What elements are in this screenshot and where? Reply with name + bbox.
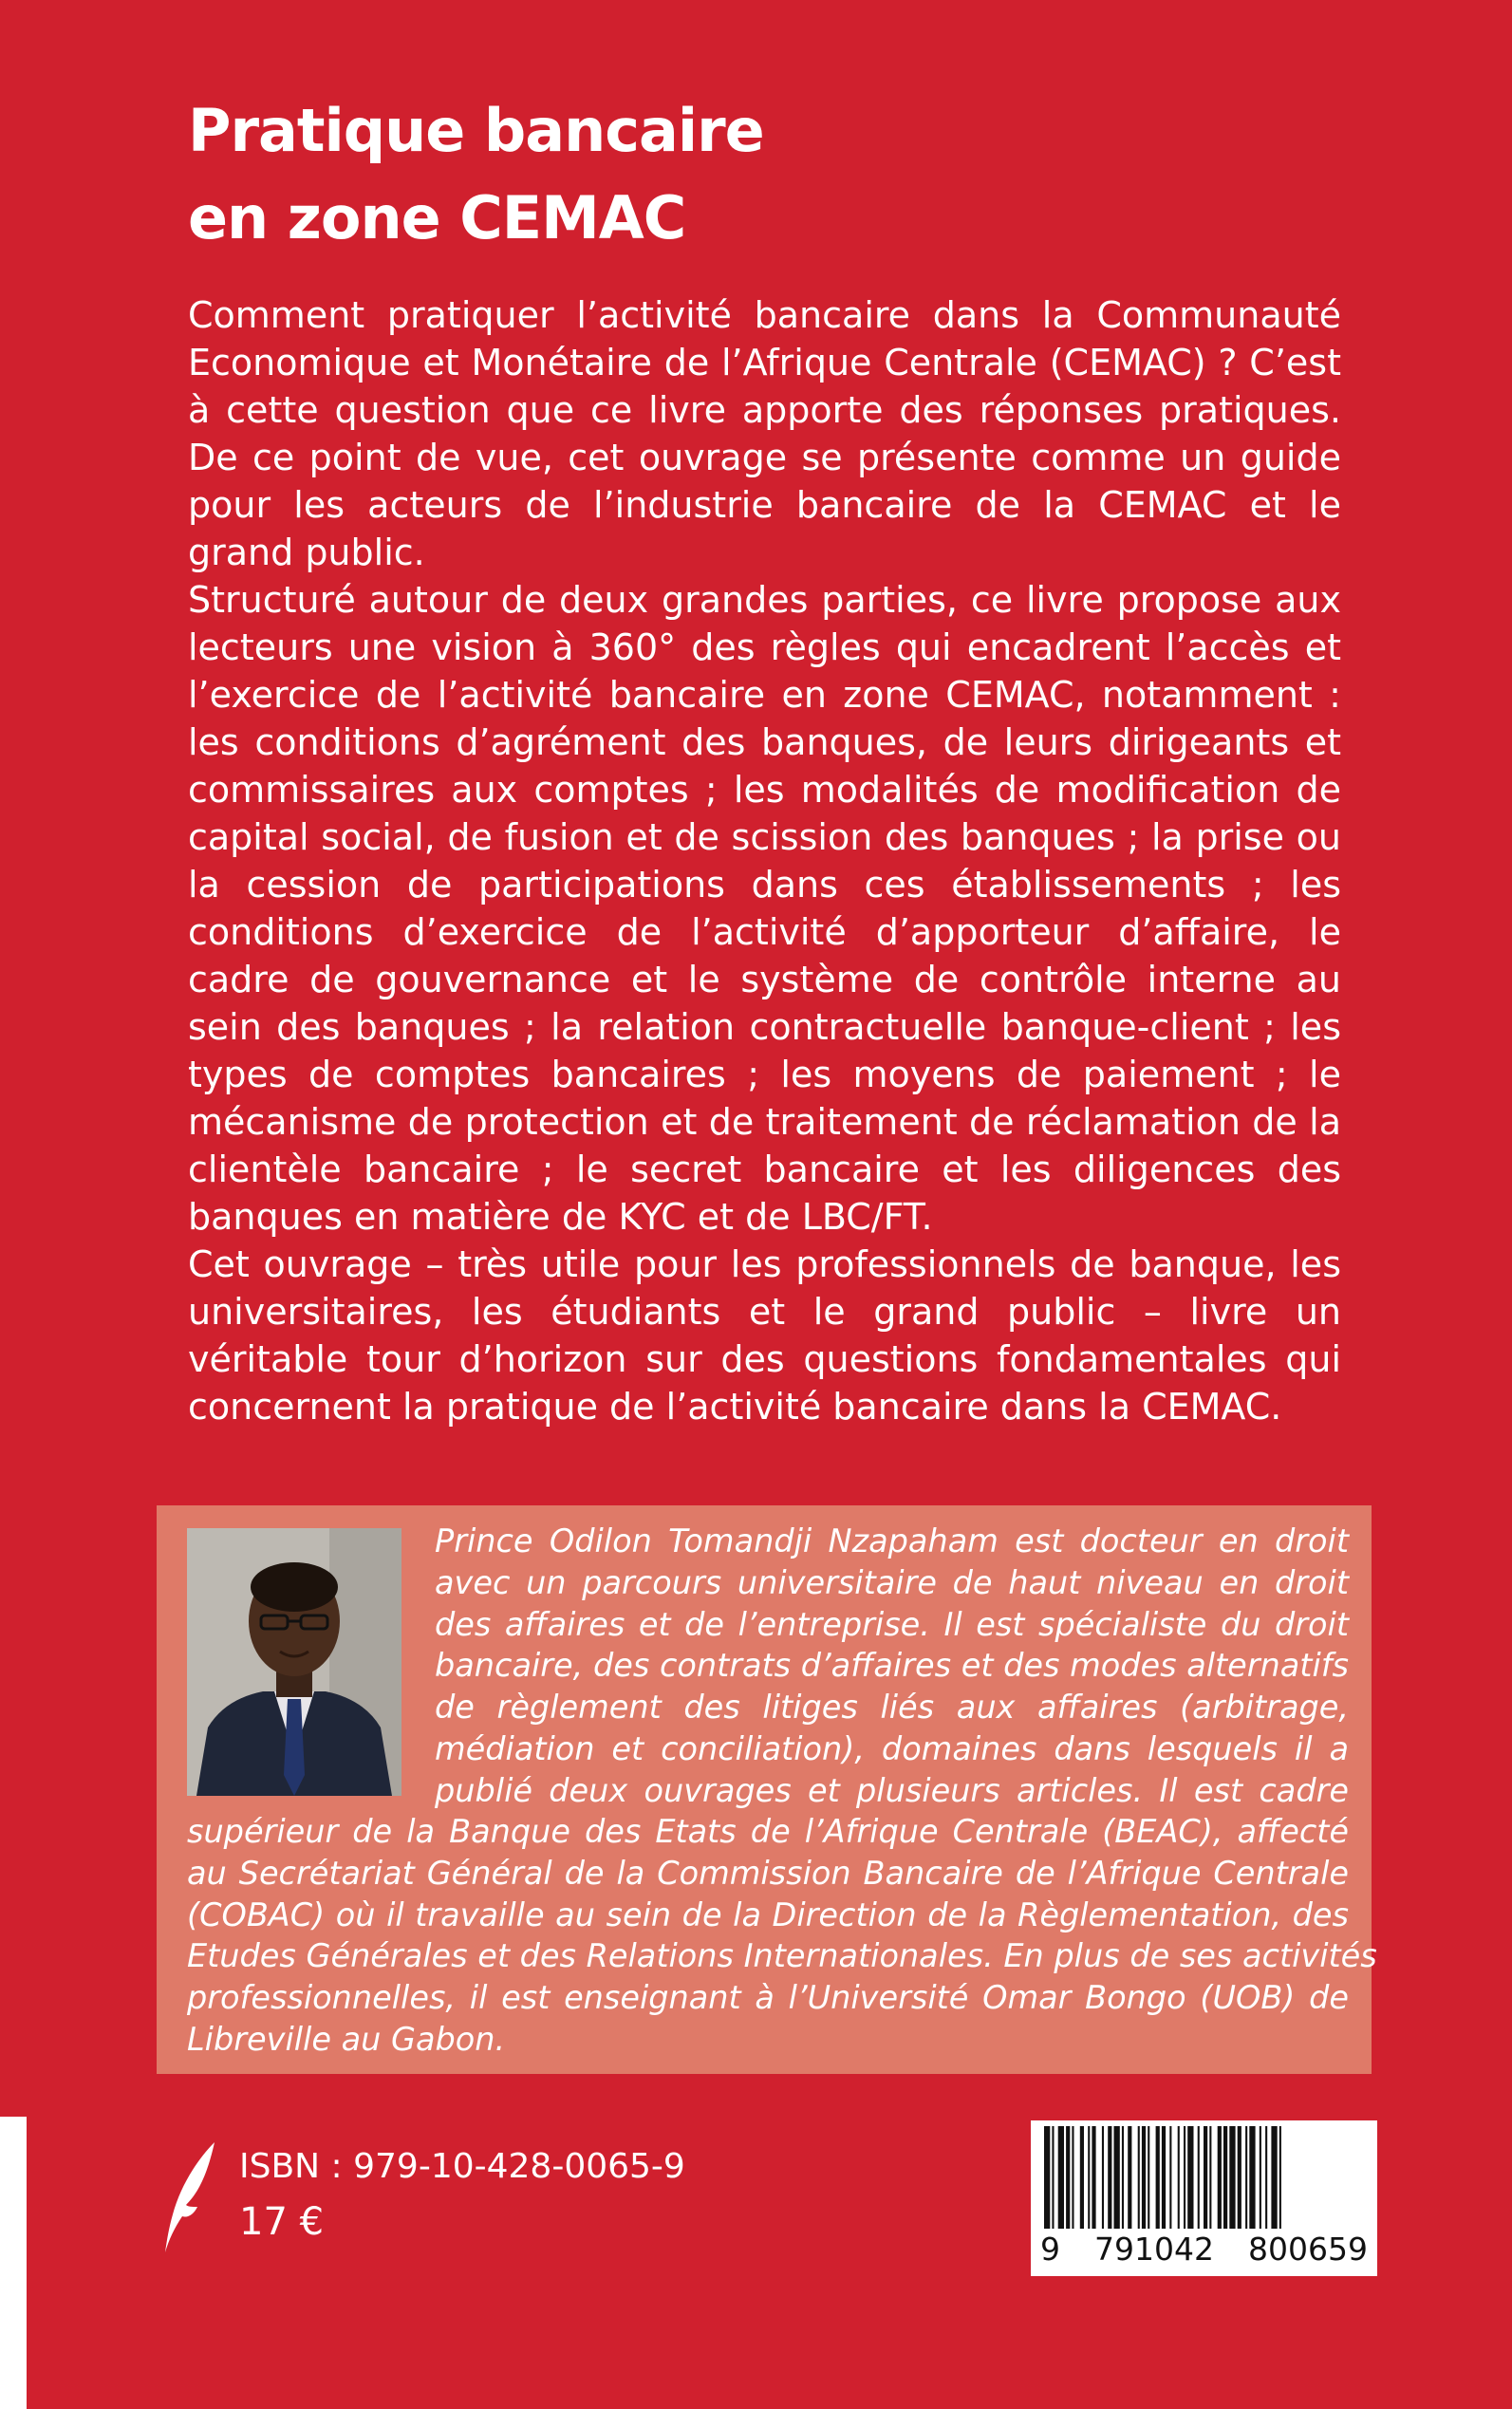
- isbn-number: ISBN : 979-10-428-0065-9: [239, 2147, 685, 2186]
- barcode-bar: [1128, 2126, 1131, 2229]
- blurb-paragraph-1: Comment pratiquer l’activité bancaire dans la Communauté Economique et Monétaire de l’Afrique Centrale (CEMAC) ? C’est à cette question que ce livre apporte des réponses pratiques. De ce point de vue, cet ouvrage se présente comme un guide pour les acteurs de l’industrie bancaire de la CEMAC et le grand public.: [188, 294, 1341, 573]
- barcode-bar: [1184, 2126, 1185, 2229]
- barcode-bar: [1271, 2126, 1277, 2229]
- barcode-bar: [1223, 2126, 1227, 2229]
- barcode-bar: [1148, 2126, 1149, 2229]
- barcode-bar: [1249, 2126, 1255, 2229]
- bio-line: avec un parcours universitaire de haut niveau en droit: [435, 1563, 1349, 1601]
- bio-text-bottom: [187, 1811, 1377, 2061]
- bio-text-top: [435, 1521, 1349, 1812]
- barcode-digit-group-1: 791042: [1094, 2231, 1214, 2268]
- barcode-bar: [1058, 2126, 1064, 2229]
- bio-line: Prince Odilon Tomandji Nzapaham est docteur en droit: [435, 1522, 1349, 1559]
- barcode-bar: [1122, 2126, 1124, 2229]
- barcode: [1031, 2120, 1377, 2276]
- price: 17 €: [239, 2200, 325, 2244]
- barcode-bar: [1265, 2126, 1267, 2229]
- bio-line: bancaire, des contrats d’affaires et des modes alternatifs: [435, 1647, 1349, 1685]
- barcode-bar: [1138, 2126, 1140, 2229]
- spine-edge-strip: [0, 2117, 27, 2409]
- bio-line: (COBAC) où il travaille au sein de la Direction de la Règlementation, des: [187, 1895, 1349, 1933]
- barcode-bar: [1102, 2126, 1104, 2229]
- barcode-bar: [1092, 2126, 1095, 2229]
- bio-line: de règlement des litiges liés aux affaires (arbitrage,: [435, 1689, 1349, 1727]
- barcode-bar: [1260, 2126, 1261, 2229]
- barcode-bar: [1198, 2126, 1200, 2229]
- barcode-bar: [1279, 2126, 1281, 2229]
- barcode-bar: [1187, 2126, 1193, 2229]
- bio-line: publié deux ouvrages et plusieurs articles. Il est cadre: [435, 1771, 1349, 1809]
- barcode-bar: [1169, 2126, 1171, 2229]
- feather-logo-icon: [159, 2140, 218, 2254]
- barcode-bar: [1238, 2126, 1241, 2229]
- barcode-bar: [1080, 2126, 1084, 2229]
- barcode-bar: [1088, 2126, 1090, 2229]
- title-line-1: Pratique bancaire: [188, 96, 764, 165]
- barcode-bar: [1229, 2126, 1235, 2229]
- bio-line: supérieur de la Banque des Etats de l’Afrique Centrale (BEAC), affecté: [187, 1813, 1349, 1850]
- barcode-bar: [1114, 2126, 1120, 2229]
- blurb-paragraph-3: Cet ouvrage – très utile pour les professionnels de banque, les universitaires, les étudiants et le grand public – livre un véritable tour d’horizon sur des questions fondamentales qui concernent la pratique de l’activité bancaire dans la CEMAC.: [188, 1243, 1341, 1428]
- barcode-digit-group-2: 800659: [1248, 2231, 1368, 2268]
- barcode-bar: [1178, 2126, 1180, 2229]
- bio-line: médiation et conciliation), domaines dans lesquels il a: [435, 1729, 1349, 1767]
- barcode-bar: [1072, 2126, 1073, 2229]
- barcode-bar: [1052, 2126, 1054, 2229]
- barcode-bar: [1204, 2126, 1207, 2229]
- barcode-bar: [1218, 2126, 1222, 2229]
- barcode-bar: [1156, 2126, 1160, 2229]
- bio-line: au Secrétariat Général de la Commission Bancaire de l’Afrique Centrale: [187, 1854, 1349, 1892]
- title-line-2: en zone CEMAC: [188, 183, 686, 252]
- barcode-bar: [1044, 2126, 1050, 2229]
- author-photo: [187, 1528, 401, 1796]
- barcode-bar: [1245, 2126, 1247, 2229]
- bio-line: Etudes Générales et des Relations Internationales. En plus de ses activités: [187, 1937, 1377, 1975]
- barcode-bar: [1108, 2126, 1111, 2229]
- barcode-digits: [1031, 2231, 1377, 2269]
- bio-line: professionnelles, il est enseignant à l’Université Omar Bongo (UOB) de: [187, 1979, 1349, 2017]
- back-cover-blurb: [188, 291, 1341, 1430]
- bio-line: des affaires et de l’entreprise. Il est spécialiste du droit: [435, 1605, 1349, 1643]
- book-title: [188, 87, 1327, 262]
- bio-line: Libreville au Gabon.: [187, 2020, 506, 2058]
- barcode-bar: [1066, 2126, 1070, 2229]
- barcode-bar: [1142, 2126, 1146, 2229]
- barcode-bar: [1209, 2126, 1211, 2229]
- barcode-bar: [1162, 2126, 1166, 2229]
- barcode-digit-prefix: 9: [1040, 2231, 1060, 2268]
- author-bio-box: [157, 1505, 1377, 2074]
- barcode-bars: [1031, 2120, 1377, 2234]
- blurb-paragraph-2: Structuré autour de deux grandes parties, ce livre propose aux lecteurs une vision à 360° des règles qui encadrent l’accès et l’exercice de l’activité bancaire en zone CEMAC, notamment : les conditions d’agrément des banques, de leurs dirigeants et commissaires aux comptes ; les modalités de modification de capital social, de fusion et de scission des banques ; la prise ou la cession de participations dans ces établissements ; les conditions d’exercice de l’activité d’apporteur d’affaire, le cadre de gouvernance et le système de contrôle interne au sein des banques ; la relation contractuelle banque-client ; les types de comptes bancaires ; les moyens de paiement ; le mécanisme de protection et de traitement de réclamation de la clientèle bancaire ; le secret bancaire et les diligences des banques en matière de KYC et de LBC/FT.: [188, 579, 1341, 1238]
